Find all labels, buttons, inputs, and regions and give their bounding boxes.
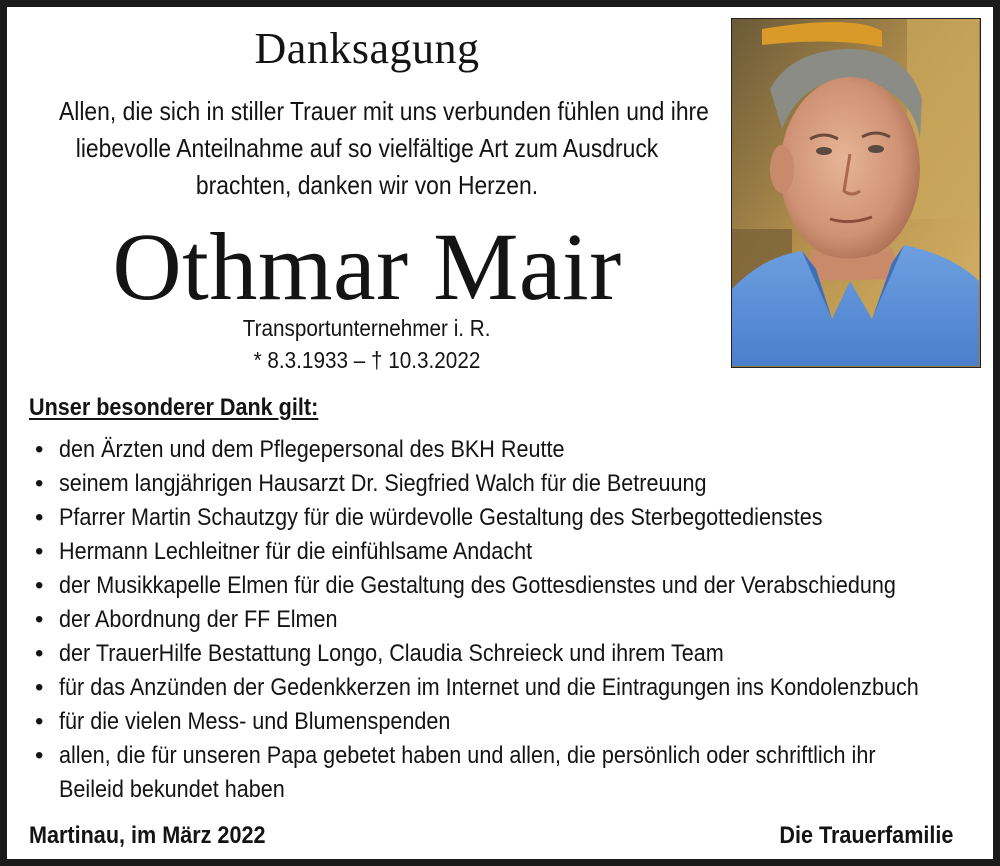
- list-item: • Hermann Lechleitner für die einfühlsame Andacht: [29, 535, 989, 569]
- occupation-line: [17, 313, 717, 343]
- list-item-continuation: Beileid bekundet haben: [59, 776, 285, 803]
- intro-line: liebevolle Anteilnahme auf so vielfältige Art zum Ausdruck: [75, 133, 659, 163]
- bullet: •: [35, 572, 44, 599]
- bullet: •: [35, 708, 44, 735]
- list-item: • der TrauerHilfe Bestattung Longo, Claudia Schreieck und ihrem Team: [29, 637, 989, 671]
- list-item: • allen, die für unseren Papa gebetet haben und allen, die persönlich oder schriftlich ihr Beileid bekundet haben: [29, 739, 989, 807]
- list-item: • für das Anzünden der Gedenkkerzen im Internet und die Eintragungen ins Kondolenzbuch: [29, 671, 989, 705]
- list-item: • Pfarrer Martin Schautzgy für die würdevolle Gestaltung des Sterbegottedienstes: [29, 501, 989, 535]
- bullet: •: [35, 538, 44, 565]
- special-thanks-heading: Unser besonderer Dank gilt:: [29, 394, 319, 421]
- bullet: •: [35, 742, 44, 769]
- thanks-list: [29, 433, 989, 807]
- bullet: •: [35, 470, 44, 497]
- notice-heading: Danksagung: [254, 24, 480, 73]
- intro-text: [17, 93, 717, 204]
- intro-line: Allen, die sich in stiller Trauer mit uns verbunden fühlen und ihre: [59, 96, 709, 126]
- occupation: Transportunternehmer i. R.: [243, 315, 491, 341]
- list-item: • der Abordnung der FF Elmen: [29, 603, 989, 637]
- list-item: • den Ärzten und dem Pflegepersonal des BKH Reutte: [29, 433, 989, 467]
- place-and-date: Martinau, im März 2022: [29, 822, 266, 849]
- list-item: • seinem langjährigen Hausarzt Dr. Siegfried Walch für die Betreuung: [29, 467, 989, 501]
- list-item: • für die vielen Mess- und Blumenspenden: [29, 705, 989, 739]
- portrait-photo: [731, 18, 981, 368]
- deceased-name: Othmar Mair: [112, 213, 622, 320]
- bullet: •: [35, 640, 44, 667]
- bullet: •: [35, 504, 44, 531]
- bullet: •: [35, 674, 44, 701]
- intro-line: brachten, danken wir von Herzen.: [195, 170, 539, 200]
- life-dates-line: [17, 345, 717, 375]
- list-item: • der Musikkapelle Elmen für die Gestaltung des Gottesdienstes und der Verabschiedung: [29, 569, 989, 603]
- family-signature: Die Trauerfamilie: [778, 822, 953, 849]
- bullet: •: [35, 606, 44, 633]
- bullet: •: [35, 436, 44, 463]
- life-dates: * 8.3.1933 – † 10.3.2022: [253, 347, 481, 373]
